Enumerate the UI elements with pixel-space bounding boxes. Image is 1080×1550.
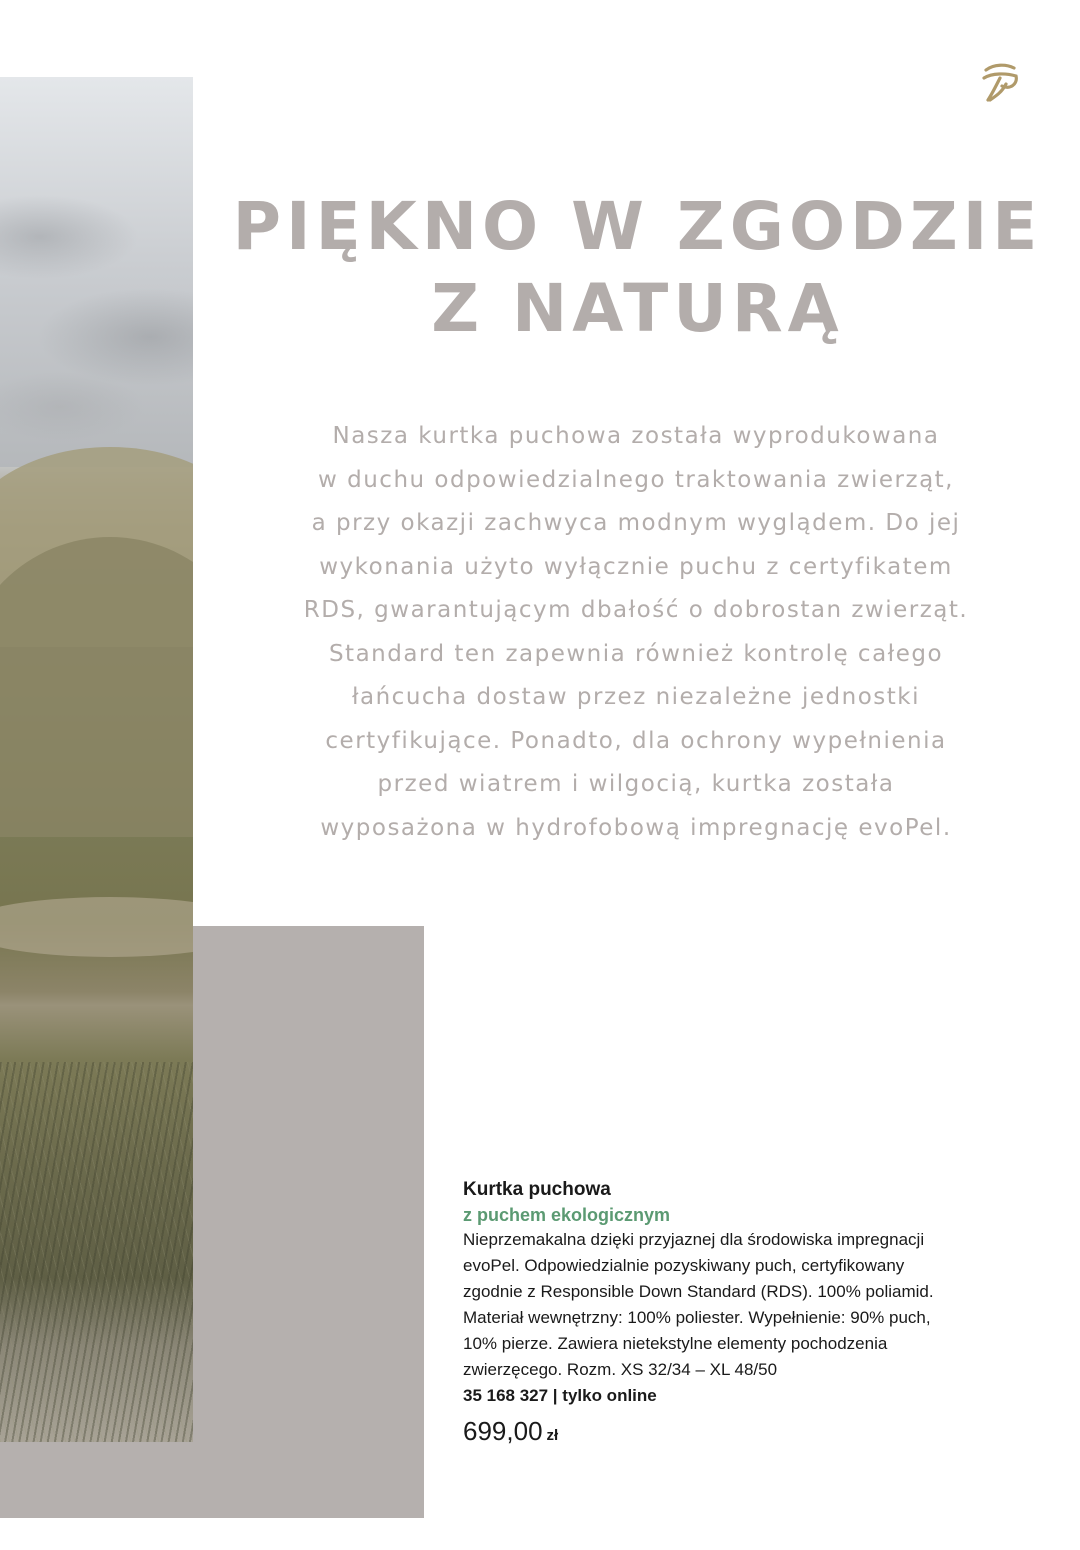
price-amount: 699,00 [463,1416,543,1446]
description-line: zwierzęcego. Rozm. XS 32/34 – XL 48/50 [463,1360,778,1379]
intro-line: przed wiatrem i wilgocią, kurtka została [377,771,895,797]
price-currency: zł [546,1427,559,1444]
description-line: evoPel. Odpowiedzialnie pozyskiwany puch, certyfikowany [463,1256,905,1275]
description-line: Materiał wewnętrzny: 100% poliester. Wypełnienie: 90% puch, [463,1308,931,1327]
product-name: Kurtka puchowa [463,1179,611,1200]
tchibo-coffee-logo-icon [976,56,1024,104]
intro-line: w duchu odpowiedzialnego traktowania zwierząt, [318,466,954,493]
intro-line: RDS, gwarantującym dbałość o dobrostan zwierząt. [303,597,969,623]
product-subtitle: z puchem ekologicznym [463,1205,671,1225]
intro-line: łańcucha dostaw przez niezależne jednostki [351,684,921,710]
title-line: Z NATURĄ [431,270,844,347]
grassy-dune [0,537,193,837]
grass-foreground [0,1062,193,1442]
intro-line: wykonania użyto wyłącznie puchu z certyfikatem [319,553,953,580]
description-line: zgodnie z Responsible Down Standard (RDS). 100% poliamid. [463,1282,934,1301]
intro-line: wyposażona w hydrofobową impregnację evoPel. [320,814,952,841]
product-price [463,1413,1023,1449]
intro-line: a przy okazji zachwyca modnym wyglądem. Do jej [311,510,961,536]
grey-color-block [193,926,424,1518]
grey-bottom-strip [0,1442,424,1518]
description-line: 10% pierze. Zawiera nietekstylne elementy pochodzenia [463,1334,888,1353]
intro-line: Standard ten zapewnia również kontrolę całego [328,640,944,667]
sand-patch [0,897,193,957]
product-info [463,1177,1023,1449]
intro-line: Nasza kurtka puchowa została wyprodukowana [332,423,940,449]
description-line: Nieprzemakalna dzięki przyjaznej dla środowiska impregnacji [463,1230,925,1249]
product-description [463,1227,1023,1383]
title-line: PIĘKNO W ZGODZIE [232,188,1043,265]
cloudy-sky [0,77,193,467]
product-code: 35 168 327 | tylko online [463,1386,657,1405]
intro-line: certyfikujące. Ponadto, dla ochrony wypełnienia [325,727,947,754]
page-title [195,186,1080,350]
intro-paragraph [236,415,1036,850]
dune-grass-photo [0,77,193,1442]
